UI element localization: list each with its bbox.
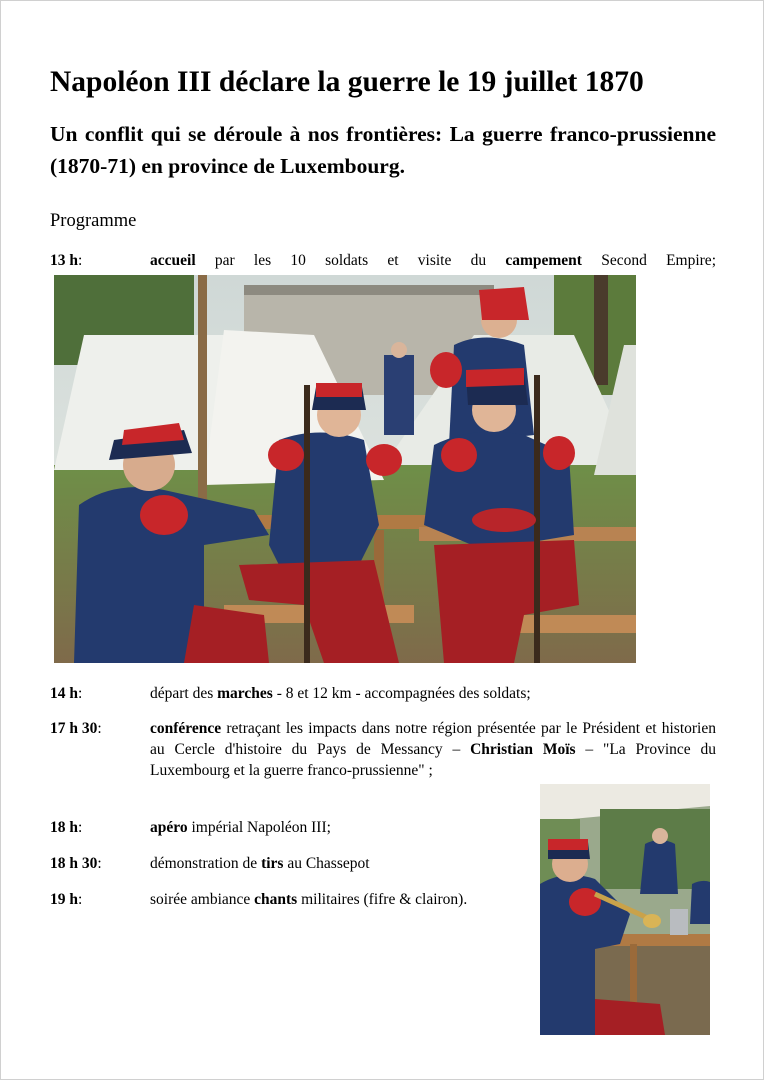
schedule-time: 17 h 30: bbox=[50, 720, 102, 737]
schedule-description: accueil par les 10 soldats et visite du campement Second Empire; bbox=[150, 252, 716, 269]
schedule-time: 14 h: bbox=[50, 685, 83, 702]
schedule-description: soirée ambiance chants militaires (fifre & clairon). bbox=[150, 891, 468, 908]
schedule-time: 13 h: bbox=[50, 252, 83, 269]
page-subtitle: Un conflit qui se déroule à nos frontières: La guerre franco-prussienne (1870-71) en province de Luxembourg. bbox=[50, 122, 716, 178]
page-title: Napoléon III déclare la guerre le 19 juillet 1870 bbox=[50, 66, 644, 98]
schedule-time: 18 h 30: bbox=[50, 855, 102, 872]
schedule-description: apéro impérial Napoléon III; bbox=[150, 819, 331, 836]
bugler-soldier-photo bbox=[540, 784, 710, 1035]
schedule-time: 18 h: bbox=[50, 819, 83, 836]
schedule-description: conférence retraçant les impacts dans notre région présentée par le Président et historien au Cercle d'histoire du Pays de Messancy – Christian Moïs – "La Province du Luxembourg et la guerre franco-prussienne" ; bbox=[150, 720, 716, 779]
schedule-description: démonstration de tirs au Chassepot bbox=[150, 855, 370, 872]
schedule-description: départ des marches - 8 et 12 km - accompagnées des soldats; bbox=[150, 685, 531, 702]
schedule-time: 19 h: bbox=[50, 891, 83, 908]
soldiers-camp-photo bbox=[54, 275, 636, 663]
programme-heading: Programme bbox=[50, 211, 137, 231]
